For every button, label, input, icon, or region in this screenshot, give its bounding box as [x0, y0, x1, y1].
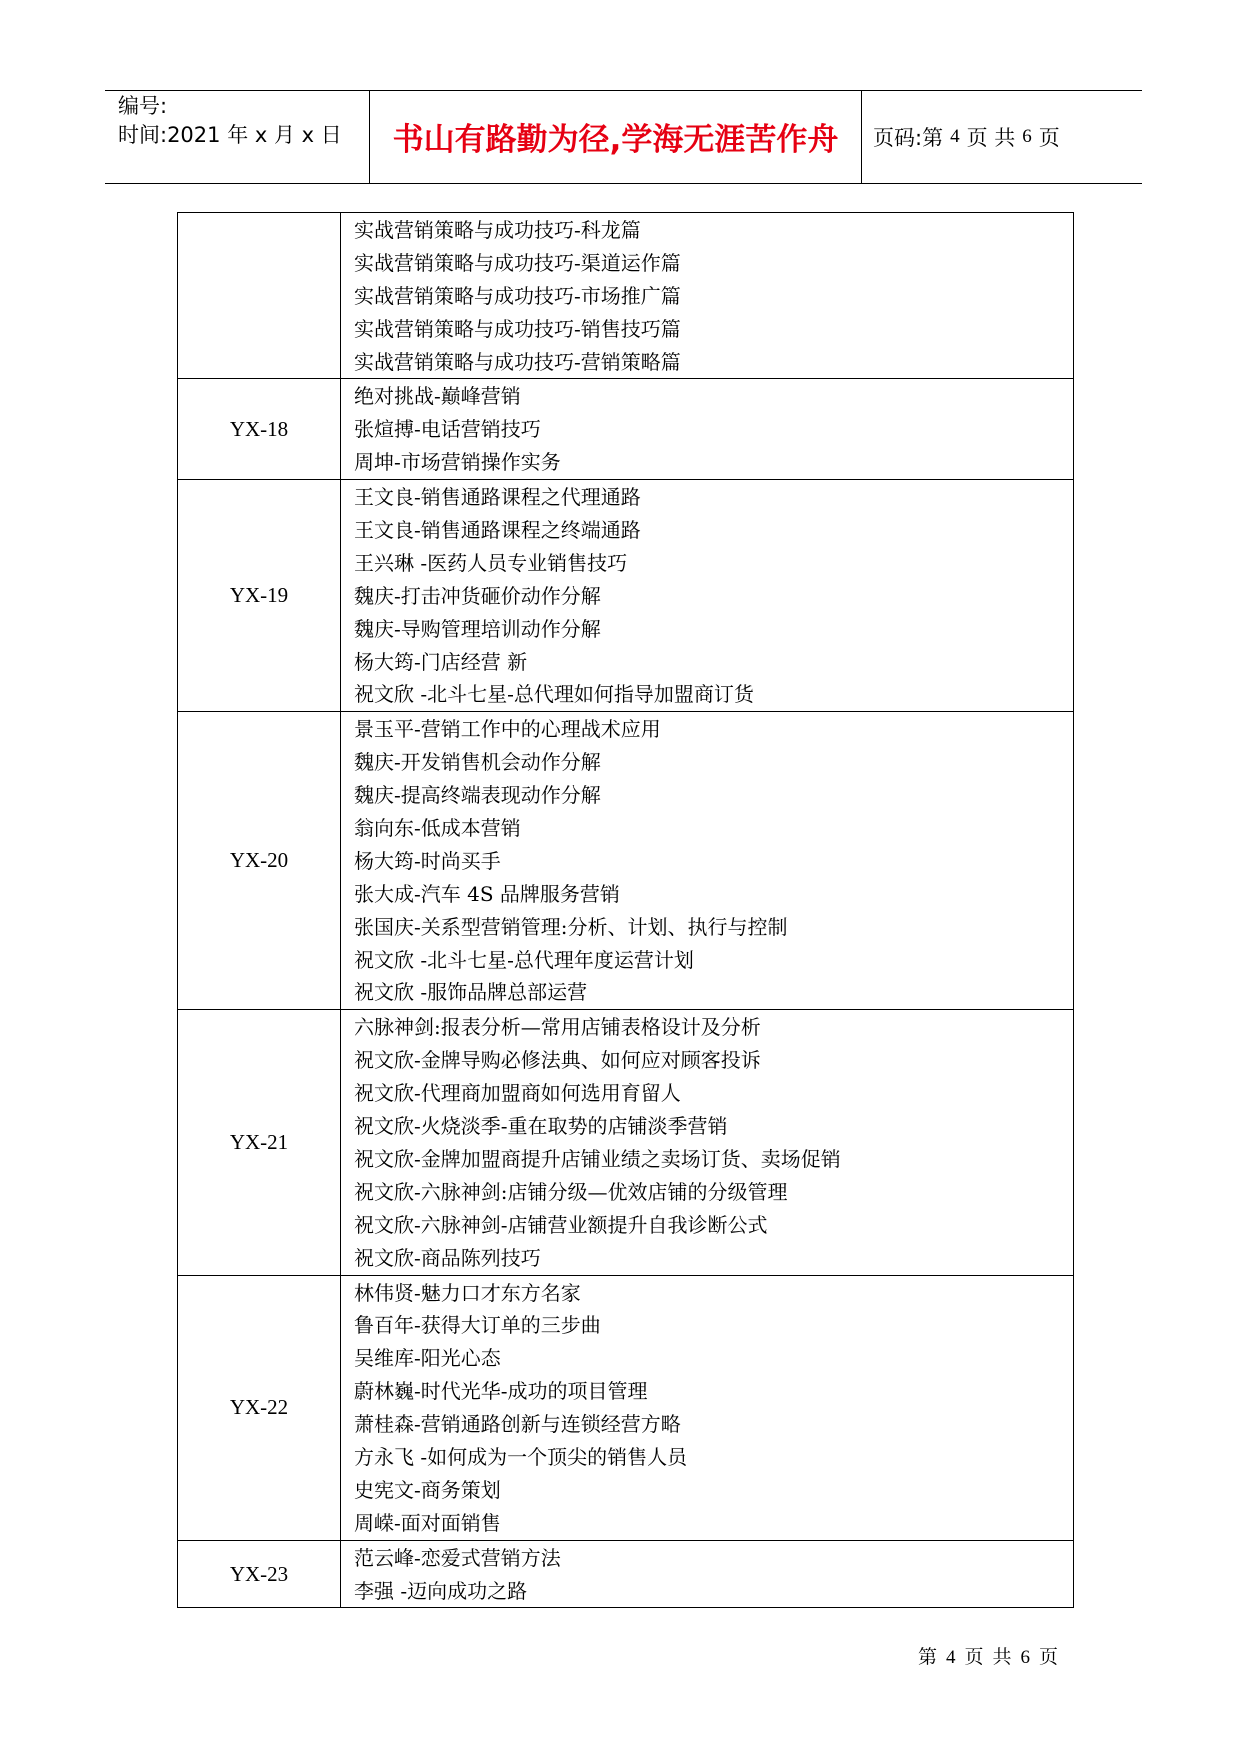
course-title: 魏庆-打击冲货砸价动作分解 [354, 583, 601, 608]
page-prefix: 页码:第 [873, 125, 944, 150]
course-code-cell: YX-21 [178, 1010, 341, 1275]
course-code-cell: YX-23 [178, 1540, 341, 1608]
table-row [178, 1275, 1074, 1540]
course-title: 方永飞 -如何成为一个顶尖的销售人员 [354, 1444, 688, 1469]
table-row [178, 1010, 1074, 1275]
table-row [178, 480, 1074, 712]
course-title: 魏庆-导购管理培训动作分解 [354, 616, 601, 641]
table-row [178, 1540, 1074, 1608]
course-title: 李强 -迈向成功之路 [354, 1578, 528, 1603]
course-title: 鲁百年-获得大订单的三步曲 [354, 1313, 601, 1338]
footer-current: 4 [946, 1647, 957, 1668]
course-title: 魏庆-提高终端表现动作分解 [354, 783, 601, 808]
course-list-cell [341, 712, 1074, 1010]
footer-middle1: 页 [964, 1647, 985, 1668]
course-title: 张大成-汽车 4S 品牌服务营销 [354, 881, 620, 906]
course-code-cell [178, 213, 341, 379]
footer-middle2: 共 [992, 1647, 1013, 1668]
course-title: 绝对挑战-巅峰营销 [354, 384, 521, 409]
course-title: 周嵘-面对面销售 [354, 1510, 501, 1535]
course-title: 实战营销策略与成功技巧-营销策略篇 [354, 349, 681, 374]
course-list-cell [341, 1010, 1074, 1275]
header-bottom-rule [105, 183, 1142, 184]
header-divider-right [861, 90, 862, 183]
course-code-cell: YX-20 [178, 712, 341, 1010]
course-title: 实战营销策略与成功技巧-科龙篇 [354, 218, 641, 242]
table-row [178, 213, 1074, 379]
course-list-cell [341, 213, 1074, 379]
table-row [178, 712, 1074, 1010]
course-code-cell: YX-19 [178, 480, 341, 712]
document-number-label: 编号: [118, 94, 168, 118]
page-total: 6 [1022, 125, 1032, 147]
header-meta [118, 92, 366, 150]
course-title: 蔚林巍-时代光华-成功的项目管理 [354, 1379, 648, 1404]
course-title: 王兴琳 -医药人员专业销售技巧 [354, 550, 628, 575]
course-title: 范云峰-恋爱式营销方法 [354, 1545, 561, 1570]
header-motto: 书山有路勤为径,学海无涯苦作舟 [392, 122, 839, 158]
course-title: 景玉平-营销工作中的心理战术应用 [354, 717, 661, 742]
course-title: 祝文欣 -北斗七星-总代理如何指导加盟商订货 [354, 682, 754, 707]
page-footer [918, 1642, 1067, 1669]
page-current: 4 [950, 125, 960, 147]
course-list-cell [341, 379, 1074, 480]
page-suffix: 页 [1038, 125, 1060, 150]
course-title: 杨大筠-门店经营 新 [354, 649, 528, 674]
course-title: 祝文欣-金牌导购必修法典、如何应对顾客投诉 [354, 1048, 761, 1073]
header-divider-left [369, 90, 370, 183]
course-title: 翁向东-低成本营销 [354, 816, 521, 841]
course-code-cell: YX-22 [178, 1275, 341, 1540]
course-title: 祝文欣-六脉神剑:店铺分级—优效店铺的分级管理 [354, 1179, 788, 1204]
table-row [178, 379, 1074, 480]
course-title: 实战营销策略与成功技巧-销售技巧篇 [354, 316, 681, 341]
course-title: 祝文欣 -北斗七星-总代理年度运营计划 [354, 947, 694, 972]
course-title: 吴维库-阳光心态 [354, 1346, 501, 1371]
course-code-cell: YX-18 [178, 379, 341, 480]
page-middle: 页 共 [966, 125, 1016, 150]
footer-total: 6 [1020, 1647, 1032, 1668]
course-title: 魏庆-开发销售机会动作分解 [354, 750, 601, 775]
footer-prefix: 第 [918, 1647, 939, 1668]
course-table-body [178, 213, 1074, 1608]
course-title: 祝文欣-金牌加盟商提升店铺业绩之卖场订货、卖场促销 [354, 1146, 841, 1171]
course-title: 祝文欣-商品陈列技巧 [354, 1245, 541, 1270]
course-title: 王文良-销售通路课程之代理通路 [354, 485, 641, 510]
course-title: 张煊搏-电话营销技巧 [354, 417, 541, 442]
document-time-label: 时间:2021 年 x 月 x 日 [118, 123, 342, 147]
course-title: 六脉神剑:报表分析—常用店铺表格设计及分析 [354, 1015, 761, 1040]
course-title: 实战营销策略与成功技巧-市场推广篇 [354, 283, 681, 308]
course-title: 祝文欣-代理商加盟商如何选用育留人 [354, 1081, 681, 1106]
course-list-cell [341, 1275, 1074, 1540]
course-list-cell [341, 1540, 1074, 1608]
course-title: 祝文欣-六脉神剑-店铺营业额提升自我诊断公式 [354, 1212, 768, 1237]
course-list-cell [341, 480, 1074, 712]
header-page-indicator [873, 90, 1060, 183]
course-title: 祝文欣-火烧淡季-重在取势的店铺淡季营销 [354, 1114, 728, 1139]
course-title: 史宪文-商务策划 [354, 1477, 501, 1502]
course-title: 林伟贤-魅力口才东方名家 [354, 1280, 581, 1305]
course-title: 王文良-销售通路课程之终端通路 [354, 518, 641, 543]
footer-suffix: 页 [1039, 1647, 1060, 1668]
course-title: 周坤-市场营销操作实务 [354, 450, 561, 475]
course-title: 祝文欣 -服饰品牌总部运营 [354, 980, 588, 1005]
course-title: 实战营销策略与成功技巧-渠道运作篇 [354, 250, 681, 275]
course-table [177, 212, 1074, 1608]
course-title: 杨大筠-时尚买手 [354, 848, 501, 873]
course-title: 张国庆-关系型营销管理:分析、计划、执行与控制 [354, 914, 788, 939]
course-title: 萧桂森-营销通路创新与连锁经营方略 [354, 1412, 681, 1437]
